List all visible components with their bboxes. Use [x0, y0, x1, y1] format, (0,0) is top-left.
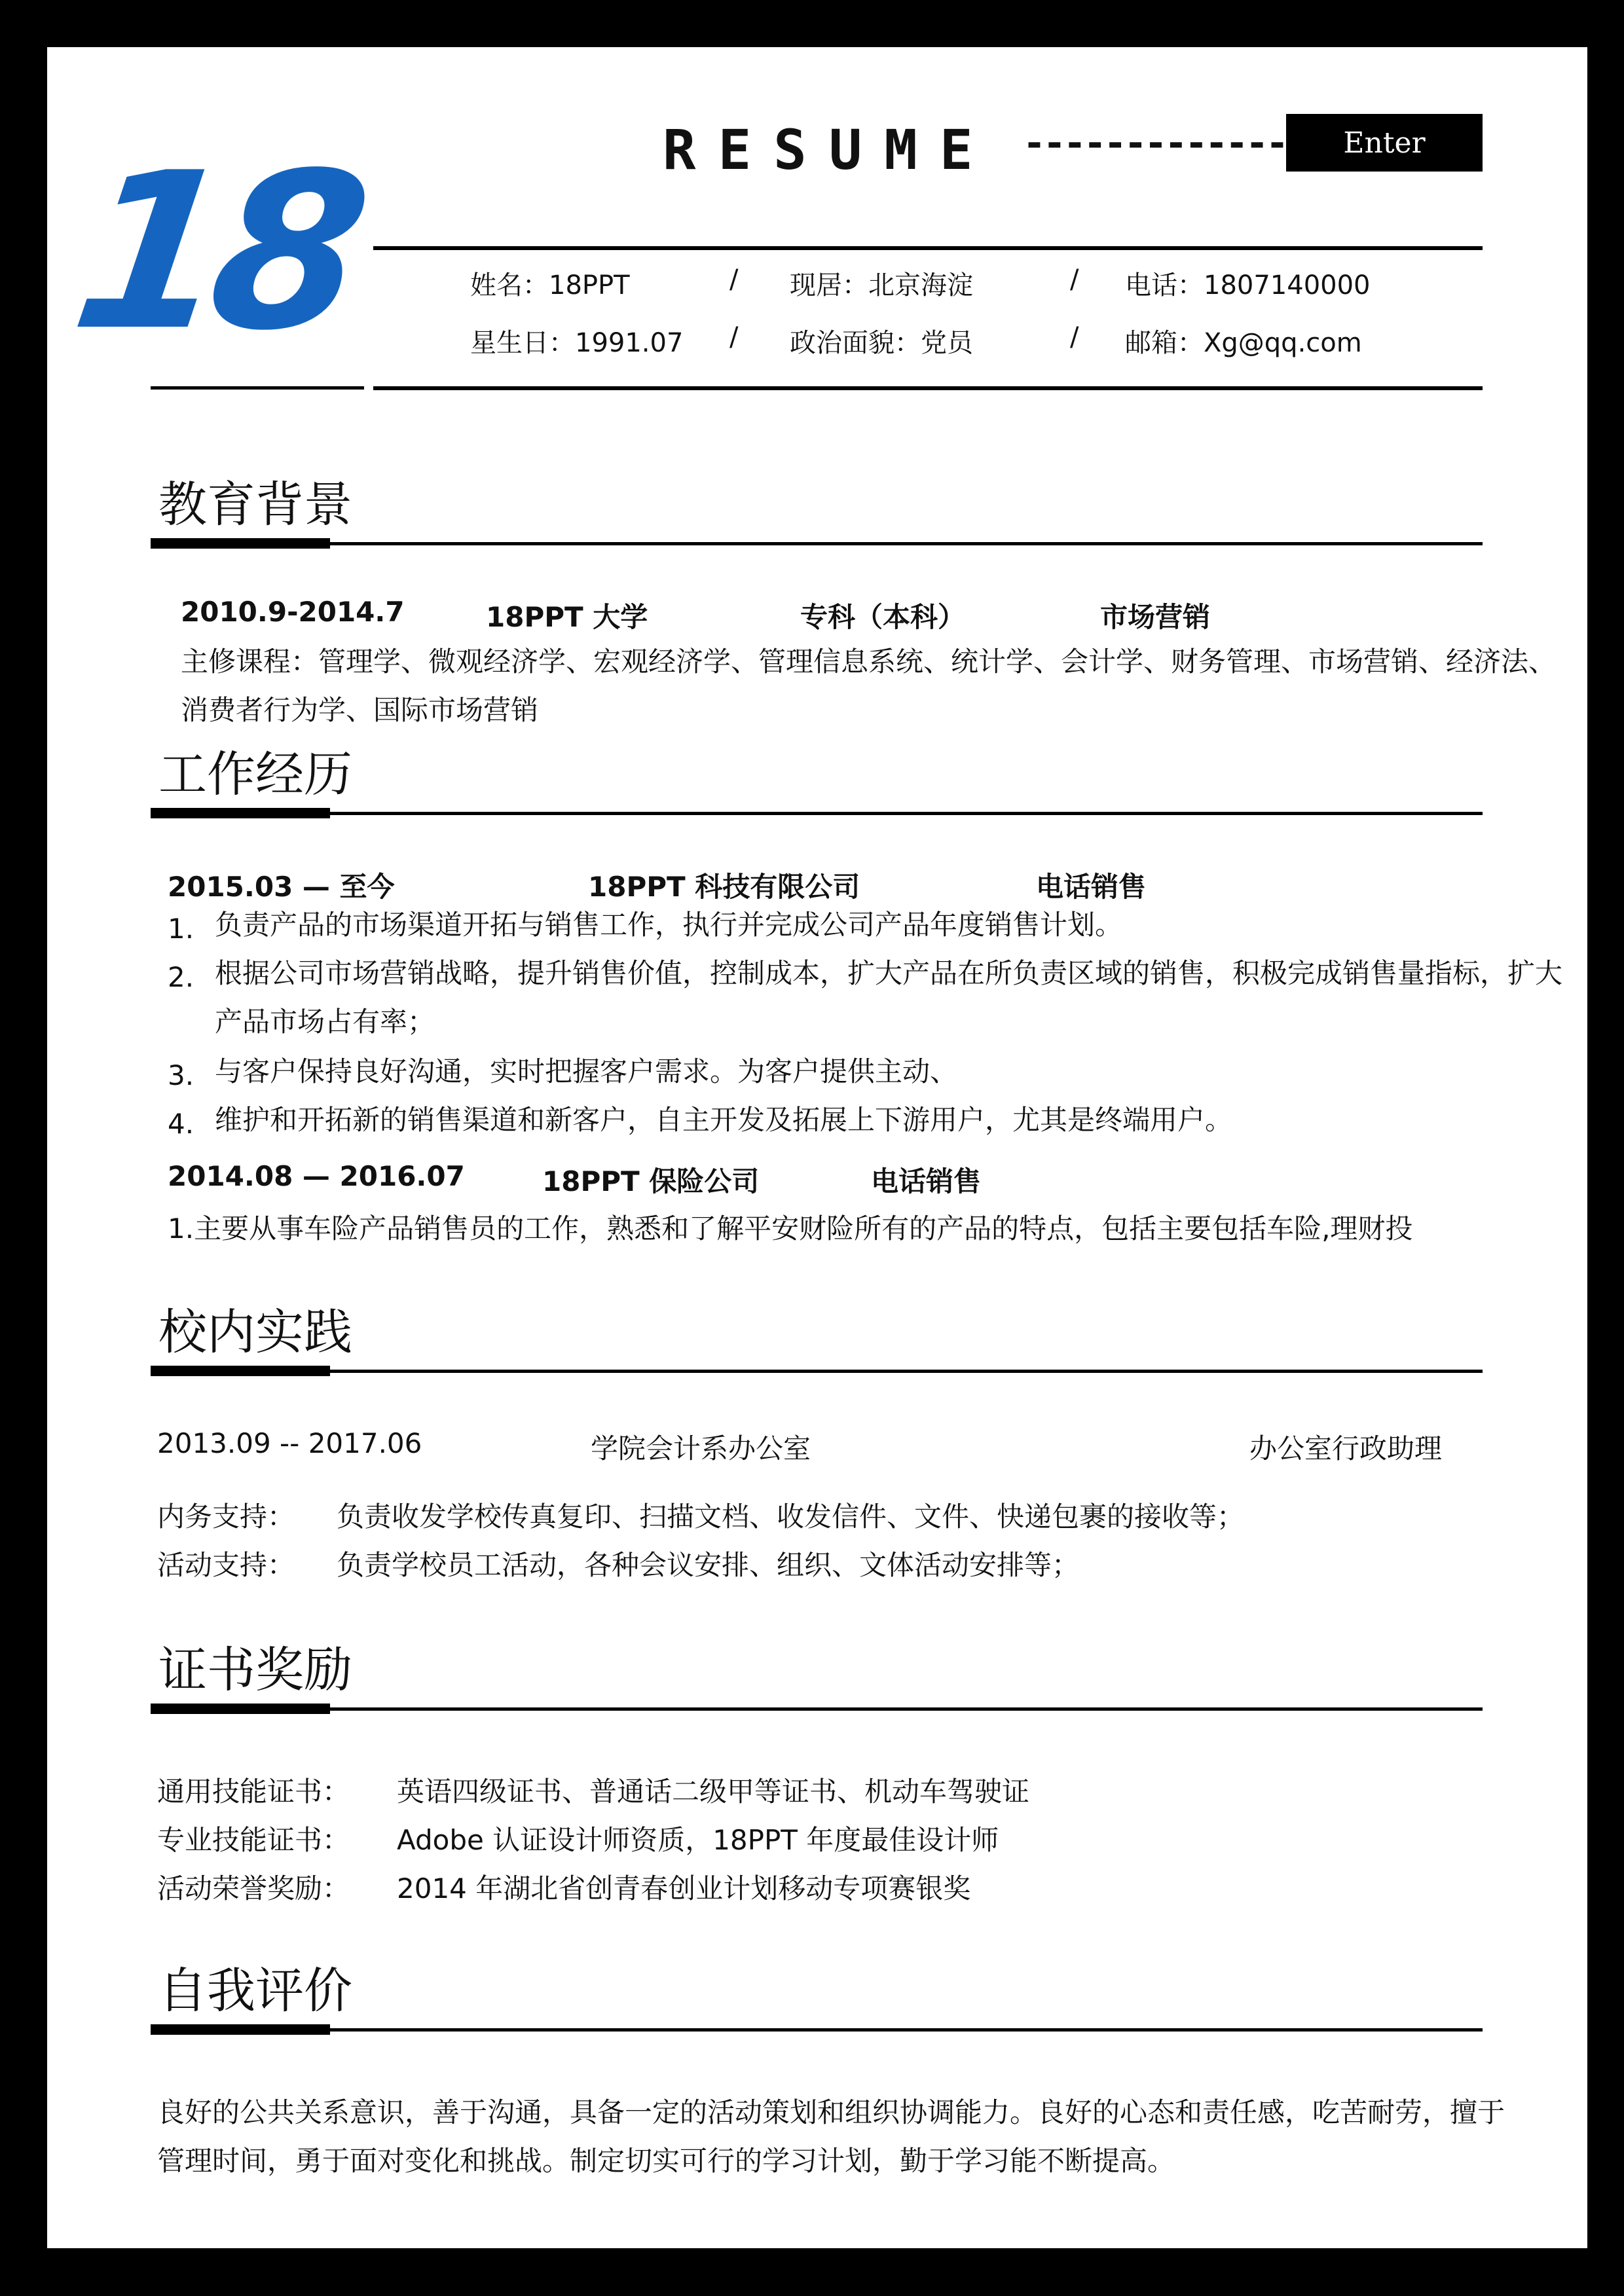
info-email: 邮箱：Xg@qq.com — [1125, 328, 1362, 358]
info-residence: 现居：北京海淀 — [790, 270, 973, 301]
section-rule-accent — [151, 808, 330, 818]
award-label: 活动荣誉奖励： — [157, 1872, 350, 1904]
list-item: 与客户保持良好沟通，实时把握客户需求。为客户提供主动、 — [215, 1055, 958, 1087]
info-separator: / — [729, 264, 739, 295]
info-separator: / — [1070, 264, 1079, 295]
info-phone: 电话：1807140000 — [1125, 270, 1371, 301]
resume-title: RESUME — [663, 118, 995, 182]
section-heading: 工作经历 — [158, 746, 352, 803]
list-item: 维护和开拓新的销售渠道和新客户，自主开发及拓展上下游用户，尤其是终端用户。 — [215, 1104, 1233, 1136]
award-label: 通用技能证书： — [157, 1776, 350, 1808]
section-rule-accent — [151, 2024, 330, 2035]
list-number: 4. — [168, 1108, 194, 1140]
practice-text: 负责学校员工活动，各种会议安排、组织、文体活动安排等； — [337, 1549, 1080, 1581]
job1-role: 电话销售 — [1036, 871, 1147, 903]
info-name: 姓名：18PPT — [470, 270, 630, 301]
job2-period: 2014.08 — 2016.07 — [168, 1160, 465, 1192]
section-rule — [151, 1707, 1483, 1711]
edu-degree: 专科（本科） — [800, 601, 966, 633]
logo-18: 18 — [61, 126, 369, 378]
info-birthday: 星生日：1991.07 — [470, 328, 684, 358]
edu-period: 2010.9-2014.7 — [181, 596, 405, 628]
section-rule — [151, 2028, 1483, 2032]
section-heading: 自我评价 — [158, 1963, 352, 2019]
award-label: 专业技能证书： — [157, 1824, 350, 1856]
list-number: 1. — [168, 913, 194, 945]
info-political: 政治面貌：党员 — [790, 328, 973, 358]
list-number: 2. — [168, 961, 194, 993]
logo-bottom-rule — [151, 386, 364, 390]
practice-period: 2013.09 -- 2017.06 — [157, 1427, 422, 1459]
section-heading: 教育背景 — [158, 477, 352, 533]
header-top-rule — [373, 246, 1483, 250]
practice-org: 学院会计系办公室 — [591, 1432, 811, 1465]
practice-label: 内务支持： — [157, 1501, 295, 1533]
enter-button[interactable]: Enter — [1286, 114, 1483, 172]
section-heading: 证书奖励 — [158, 1642, 352, 1698]
job2-company: 18PPT 保险公司 — [542, 1165, 760, 1197]
section-rule — [151, 542, 1483, 545]
edu-school: 18PPT 大学 — [486, 601, 648, 633]
section-heading: 校内实践 — [158, 1304, 352, 1360]
list-item: 负责产品的市场渠道开拓与销售工作，执行并完成公司产品年度销售计划。 — [215, 909, 1123, 941]
job2-desc: 1.主要从事车险产品销售员的工作，熟悉和了解平安财险所有的产品的特点，包括主要包括车险,理财投 — [168, 1212, 1413, 1245]
header-bottom-rule — [373, 386, 1483, 390]
award-text: 2014 年湖北省创青春创业计划移动专项赛银奖 — [397, 1872, 971, 1904]
list-number: 3. — [168, 1059, 194, 1091]
section-rule — [151, 1370, 1483, 1373]
practice-label: 活动支持： — [157, 1549, 295, 1581]
info-separator: / — [729, 322, 739, 352]
title-dashes: ------------- — [1023, 120, 1286, 165]
award-text: Adobe 认证设计师资质，18PPT 年度最佳设计师 — [397, 1824, 999, 1856]
self-evaluation-text: 良好的公共关系意识，善于沟通，具备一定的活动策划和组织协调能力。良好的心态和责任感，吃苦耐劳，擅于管理时间，勇于面对变化和挑战。制定切实可行的学习计划，勤于学习能不断提高。 — [157, 2096, 1505, 2177]
edu-major: 市场营销 — [1100, 601, 1211, 633]
resume-page — [47, 47, 1587, 2248]
info-separator: / — [1070, 322, 1079, 352]
job2-role: 电话销售 — [871, 1165, 982, 1197]
practice-role: 办公室行政助理 — [1249, 1432, 1443, 1465]
job1-company: 18PPT 科技有限公司 — [588, 871, 860, 903]
list-item: 根据公司市场营销战略，提升销售价值，控制成本，扩大产品在所负责区域的销售，积极完成销售量指标，扩大产品市场占有率； — [215, 957, 1563, 1038]
section-rule — [151, 812, 1483, 815]
award-text: 英语四级证书、普通话二级甲等证书、机动车驾驶证 — [397, 1776, 1030, 1808]
section-rule-accent — [151, 1366, 330, 1376]
section-rule-accent — [151, 538, 330, 549]
section-rule-accent — [151, 1704, 330, 1714]
practice-text: 负责收发学校传真复印、扫描文档、收发信件、文件、快递包裹的接收等； — [337, 1501, 1245, 1533]
edu-courses: 主修课程：管理学、微观经济学、宏观经济学、管理信息系统、统计学、会计学、财务管理、市场营销、经济法、消费者行为学、国际市场营销 — [181, 646, 1557, 726]
job1-period: 2015.03 — 至今 — [168, 871, 395, 903]
